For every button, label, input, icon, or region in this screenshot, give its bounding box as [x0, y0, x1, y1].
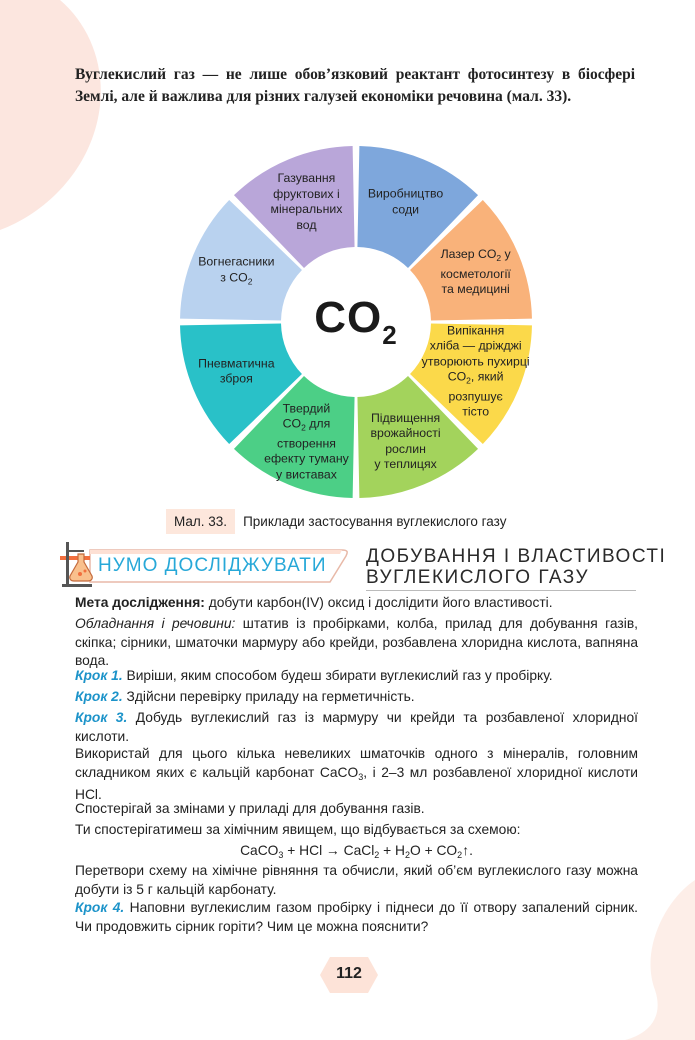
- page-number: 112: [336, 965, 362, 982]
- step4-label: Крок 4.: [75, 900, 125, 915]
- equipment-text: штатив із пробірками, колба, прилад для добування газів, скіпка; сірники, шматочки мармуру або крейди, розбавлена хлоридна кислота, вапняна вода.: [75, 616, 638, 668]
- step3-label: Крок 3.: [75, 710, 128, 725]
- use-text-a: Використай для цього кілька невеликих шматочків одного з мінералів, головним складником яких є кальцій карбонат CaCO: [75, 746, 638, 780]
- equipment-label: Обладнання і речовини:: [75, 616, 236, 631]
- section-title: [366, 546, 666, 588]
- segment-label-fire: Вогнегасники з $CO_2$: [198, 254, 275, 287]
- step1-text: Виріши, яким способом будеш збирати вуглекислий газ у пробірку.: [122, 668, 553, 683]
- segment-label-soda: Виробництво соди: [367, 186, 444, 217]
- step4-paragraph: [75, 899, 638, 936]
- figure-caption-text: Приклади застосування вуглекислого газу: [243, 513, 507, 529]
- research-tab-label: НУМО ДОСЛІДЖУВАТИ: [98, 555, 327, 576]
- observe-paragraph: Спостерігай за змінами у приладі для добування газів.: [75, 801, 425, 816]
- step3-paragraph: [75, 709, 638, 746]
- convert-paragraph: Перетвори схему на хімічне рівняння та обчисли, який об’єм вуглекислого газу можна добути із 5 г кальцій карбонату.: [75, 863, 638, 897]
- goal-paragraph: [75, 594, 638, 613]
- step4-text: Наповни вуглекислим газом пробірку і піднеси до її отвору запалений сірник. Чи продовжить сірник горіти? Чим це можна пояснити?: [75, 900, 638, 934]
- figure-number: Мал. 33.: [166, 509, 235, 534]
- step1-paragraph: [75, 667, 638, 686]
- step2-label: Крок 2.: [75, 689, 123, 704]
- segment-label-fog: Твердий $CO_2$ для створення ефекту туману у виставах: [264, 400, 349, 481]
- scheme-intro-paragraph: Ти спостерігатимеш за хімічним явищем, що відбувається за схемою:: [75, 822, 521, 837]
- figure-caption: [166, 508, 506, 534]
- segment-label-laser: Лазер $CO_2$ у косметології та медицині: [440, 247, 511, 297]
- step3-text: Добудь вуглекислий газ із мармуру чи крейди та розбавленої хлоридної кислоти.: [75, 710, 638, 744]
- segment-label-gas: Газування фруктових і мінеральних вод: [270, 171, 343, 232]
- segment-label-bread: Випікання хліба — дріжджі утворюють пухирці $CO_2$, який розпушує тісто: [421, 323, 530, 419]
- goal-label: Мета дослідження:: [75, 595, 205, 610]
- goal-text: добути карбон(IV) оксид і дослідити його властивості.: [204, 595, 553, 610]
- intro-rest: — не лише обов’язковий реактант фотосинтезу в біосфері Землі, але й важлива для різних галузей економіки речовина (мал. 33).: [75, 66, 636, 105]
- intro-lead: Вуглекислий газ: [75, 66, 195, 83]
- segment-label-yield: Підвищення врожайності рослин у теплицях: [370, 410, 441, 472]
- reaction-equation: CaCO$_3$ + HCl → CaCl$_2$ + $H_2O$ + $CO_2↑$.: [240, 843, 473, 860]
- use-text-b: , і 2–3 мл розбавленої хлоридної кислоти HCl.: [75, 764, 639, 802]
- section-title-line2: ВУГЛЕКИСЛОГО ГАЗУ: [366, 567, 590, 588]
- equipment-paragraph: [75, 615, 638, 671]
- use-text-sub: 3: [358, 771, 364, 782]
- segment-label-pneumatic: Пневматична зброя: [198, 356, 275, 386]
- step2-paragraph: [75, 688, 638, 707]
- use-paragraph: [75, 745, 638, 805]
- co2-center-label: $CO_2$: [314, 293, 398, 350]
- section-title-line1: ДОБУВАННЯ І ВЛАСТИВОСТІ: [366, 546, 667, 567]
- section-divider: [366, 590, 636, 593]
- step2-text: Здійсни перевірку приладу на герметичність.: [122, 689, 415, 704]
- flask-icon: [58, 540, 98, 588]
- step1-label: Крок 1.: [75, 668, 123, 683]
